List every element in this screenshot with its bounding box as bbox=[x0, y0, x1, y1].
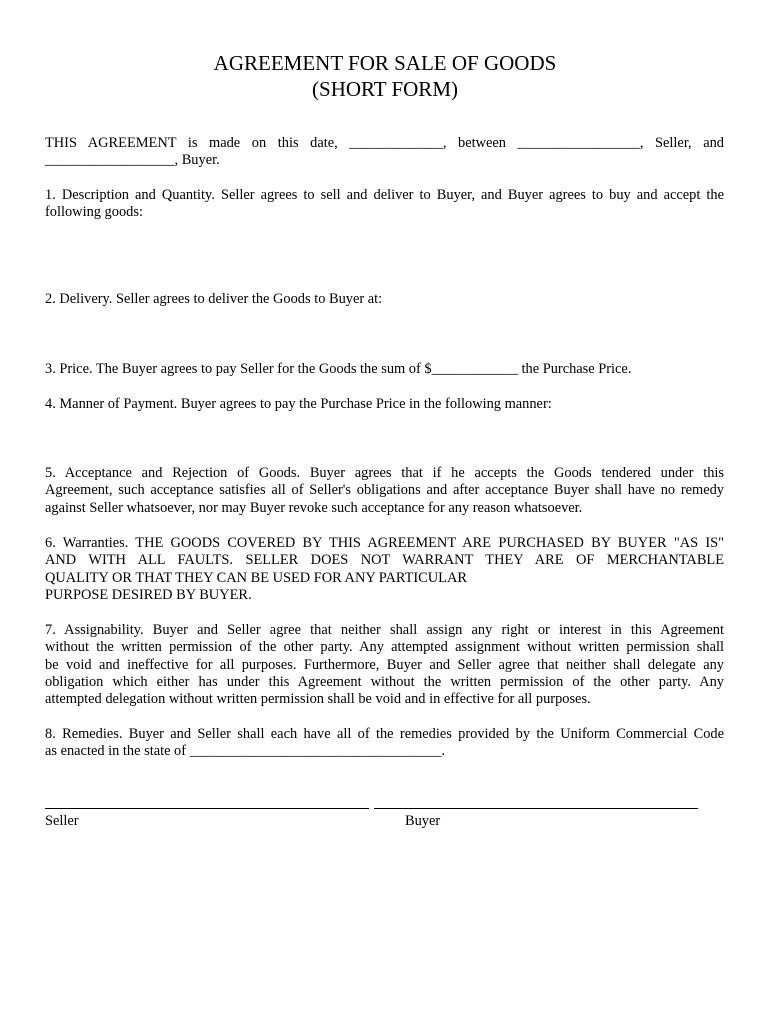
section-line: following goods: bbox=[45, 204, 143, 221]
section-line: 7. Assignability. Buyer and Seller agree that neither shall assign any right or interest in this Agreement bbox=[45, 622, 724, 638]
section-line: 1. Description and Quantity. Seller agrees to sell and deliver to Buyer, and Buyer agrees to buy and accept the bbox=[45, 187, 724, 203]
section-line: against Seller whatsoever, nor may Buyer revoke such acceptance for any reason whatsoever. bbox=[45, 499, 583, 516]
section-line: without the written permission of the other party. Any attempted assignment without written permission shall bbox=[45, 639, 724, 656]
intro-paragraph bbox=[45, 135, 724, 170]
section-line: QUALITY OR THAT THEY CAN BE USED FOR ANY PARTICULAR bbox=[45, 569, 467, 586]
buyer-signature-label: Buyer bbox=[405, 813, 441, 829]
section-line: obligation which either has under this Agreement without the written permission of the other party. Any bbox=[45, 673, 724, 690]
section-line: 4. Manner of Payment. Buyer agrees to pay the Purchase Price in the following manner: bbox=[45, 396, 552, 412]
section-line: PURPOSE DESIRED BY BUYER. bbox=[45, 586, 252, 603]
section-delivery bbox=[45, 291, 724, 308]
section-price bbox=[45, 361, 724, 378]
section-assignability bbox=[45, 622, 724, 708]
section-manner-of-payment bbox=[45, 396, 724, 413]
document-title: AGREEMENT FOR SALE OF GOODS bbox=[213, 51, 557, 75]
seller-signature-line[interactable] bbox=[45, 808, 369, 809]
section-line: 3. Price. The Buyer agrees to pay Seller for the Goods the sum of $____________ the Purchase Price. bbox=[45, 361, 632, 377]
section-line: Agreement, such acceptance satisfies all of Seller's obligations and after acceptance Buyer shall have no remedy bbox=[45, 482, 724, 499]
section-remedies bbox=[45, 726, 724, 761]
section-line: be void and ineffective for all purposes. Furthermore, Buyer and Seller agree that neither shall delegate any bbox=[45, 656, 724, 673]
document-subtitle: (SHORT FORM) bbox=[312, 77, 458, 101]
section-line: AND WITH ALL FAULTS. SELLER DOES NOT WARRANT THEY ARE OF MERCHANTABLE bbox=[45, 552, 724, 569]
section-line: attempted delegation without written permission shall be void and in effective for all purposes. bbox=[45, 691, 591, 708]
section-description-quantity bbox=[45, 187, 724, 222]
intro-line: THIS AGREEMENT is made on this date, _____________, between _________________, Seller, and bbox=[45, 135, 724, 151]
intro-line: __________________, Buyer. bbox=[45, 152, 220, 169]
buyer-signature-line[interactable] bbox=[374, 808, 698, 809]
section-line: 2. Delivery. Seller agrees to deliver the Goods to Buyer at: bbox=[45, 291, 383, 307]
seller-signature-label: Seller bbox=[45, 813, 79, 829]
section-line: 8. Remedies. Buyer and Seller shall each have all of the remedies provided by the Uniform Commercial Code bbox=[45, 726, 724, 742]
section-line: as enacted in the state of ___________________________________. bbox=[45, 743, 446, 760]
section-line: 6. Warranties. THE GOODS COVERED BY THIS AGREEMENT ARE PURCHASED BY BUYER "AS IS" bbox=[45, 535, 724, 551]
section-line: 5. Acceptance and Rejection of Goods. Buyer agrees that if he accepts the Goods tendered under this bbox=[45, 465, 724, 481]
section-warranties bbox=[45, 535, 724, 604]
section-acceptance-rejection bbox=[45, 465, 724, 517]
